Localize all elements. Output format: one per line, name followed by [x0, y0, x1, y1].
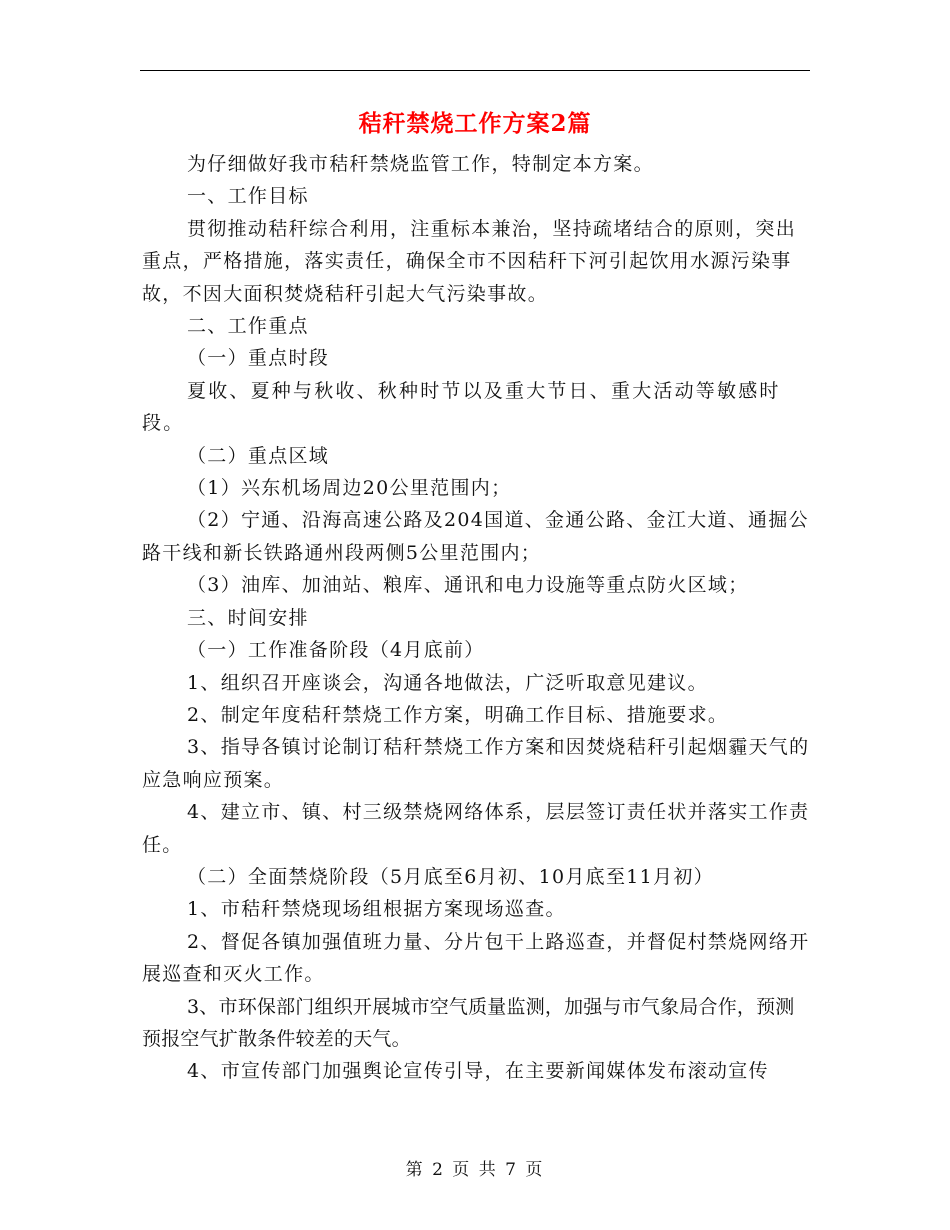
section-heading-goals: 一、工作目标 [187, 185, 309, 208]
list-item-area-2: （2）宁通、沿海高速公路及204国道、金通公路、金江大道、通掘公路干线和新长铁路通州段两侧5公里范围内； [142, 509, 809, 564]
list-item-prep-2: 2、制定年度秸秆禁烧工作方案，明确工作目标、措施要求。 [187, 703, 729, 726]
header-rule [140, 70, 810, 71]
subheading-preparation-stage: （一）工作准备阶段（4月底前） [187, 639, 485, 662]
list-item-ban-4: 4、市宣传部门加强舆论宣传引导，在主要新闻媒体发布滚动宣传 [187, 1060, 769, 1083]
paragraph-goals: 贯彻推动秸秆综合利用，注重标本兼治，坚持疏堵结合的原则，突出重点，严格措施，落实责任，确保全市不因秸秆下河引起饮用水源污染事故，不因大面积焚烧秸秆引起大气污染事故。 [142, 217, 797, 305]
subheading-full-ban-stage: （二）全面禁烧阶段（5月底至6月初、10月底至11月初） [187, 865, 714, 888]
document-title: 秸秆禁烧工作方案2篇 [358, 110, 592, 137]
list-item-prep-4: 4、建立市、镇、村三级禁烧网络体系，层层签订责任状并落实工作责任。 [142, 801, 810, 856]
subheading-key-areas: （二）重点区域 [187, 444, 330, 467]
list-item-ban-2: 2、督促各镇加强值班力量、分片包干上路巡查，并督促村禁烧网络开展巡查和灭火工作。 [142, 930, 810, 986]
section-heading-focus: 二、工作重点 [187, 315, 309, 338]
page-number: 第 2 页 共 7 页 [405, 1160, 545, 1180]
list-item-prep-1: 1、组织召开座谈会，沟通各地做法，广泛听取意见建议。 [187, 671, 708, 694]
list-item-prep-3: 3、指导各镇讨论制订秸秆禁烧工作方案和因焚烧秸秆引起烟霾天气的应急响应预案。 [142, 736, 810, 791]
section-heading-schedule: 三、时间安排 [187, 606, 309, 629]
document-body [142, 148, 812, 1088]
paragraph-key-periods: 夏收、夏种与秋收、秋种时节以及重大节日、重大活动等敏感时段。 [142, 379, 781, 435]
paragraph-intro: 为仔细做好我市秸秆禁烧监管工作，特制定本方案。 [187, 153, 654, 175]
list-item-area-1: （1）兴东机场周边20公里范围内； [187, 477, 512, 500]
subheading-key-periods: （一）重点时段 [187, 347, 330, 370]
list-item-area-3: （3）油库、加油站、粮库、通讯和电力设施等重点防火区域； [187, 574, 749, 597]
list-item-ban-1: 1、市秸秆禁烧现场组根据方案现场巡查。 [187, 898, 566, 921]
list-item-ban-3: 3、市环保部门组织开展城市空气质量监测，加强与市气象局合作，预测预报空气扩散条件较差的天气。 [142, 995, 795, 1050]
